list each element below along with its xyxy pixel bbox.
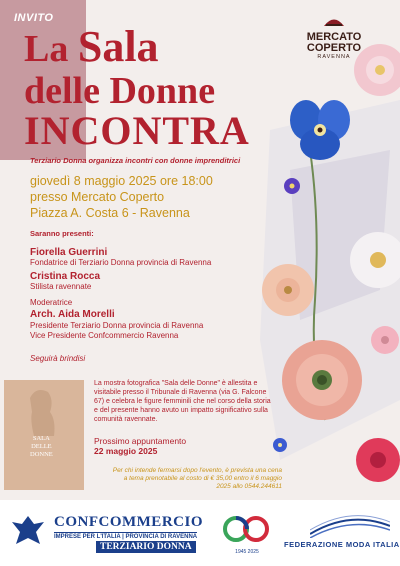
confcommercio-subtitle: IMPRESE PER L'ITALIA | PROVINCIA DI RAVENNA (54, 534, 198, 540)
book-title-line: DELLE (31, 443, 52, 450)
title-line1-a: La (24, 28, 78, 70)
anniversary-years: 1945 2025 (235, 549, 259, 555)
event-address: Piazza A. Costa 6 - Ravenna (30, 206, 190, 220)
event-day: giovedì (30, 174, 74, 188)
subtitle: Terziario Donna organizza incontri con donne imprenditrici (30, 156, 241, 165)
moderator-role: Vice Presidente Confcommercio Ravenna (30, 331, 179, 340)
dinner-note: Per chi intende fermarsi dopo l'evento, è prevista una cena a tema prenotabile al costo di € 35,00 entro il 6 maggio 2025 allo 0544.244611 (112, 467, 282, 490)
speaker-name: Fiorella Guerrini (30, 247, 108, 258)
canopy-icon (323, 15, 345, 27)
title-line1 (24, 22, 159, 71)
confcommercio-eagle-icon (10, 512, 46, 548)
speaker-role: Stilista ravennate (30, 282, 92, 291)
confcommercio-name: CONFCOMMERCIO (54, 514, 203, 530)
event-date (30, 174, 213, 188)
book-title-line: SALA (32, 435, 50, 442)
anniversary-80-logo (222, 513, 272, 557)
federazione-moda-italia: FEDERAZIONE MODA ITALIA (284, 540, 400, 549)
exhibition-paragraph (94, 379, 274, 424)
next-label: Prossimo appuntamento (94, 436, 187, 446)
invito-label: INVITO (14, 12, 54, 24)
book-title (30, 435, 53, 459)
moderator-heading: Moderatrice (30, 298, 73, 307)
next-date: 22 maggio 2025 (94, 446, 158, 456)
speaker-name: Cristina Rocca (30, 271, 101, 282)
exhibition-book-cover (4, 380, 84, 490)
flower-illustration (250, 40, 400, 500)
title-line2: delle Donne (24, 70, 216, 112)
title-line1-b: Sala (77, 22, 159, 71)
event-venue: presso Mercato Coperto (30, 190, 165, 204)
brand-name-line2: COPERTO (306, 42, 362, 54)
fmi-logo-icon (310, 514, 390, 538)
brindisi-note: Seguirà brindisi (30, 354, 86, 363)
speakers-heading: Saranno presenti: (30, 229, 94, 238)
brand-city: RAVENNA (317, 54, 351, 60)
terziario-donna-badge: TERZIARIO DONNA (96, 541, 196, 553)
moderator-role: Presidente Terziario Donna provincia di Ravenna (30, 321, 204, 330)
speaker-role: Fondatrice di Terziario Donna provincia di Ravenna (30, 258, 212, 267)
book-title-line: DONNE (30, 451, 53, 458)
mercato-coperto-logo (284, 14, 384, 60)
exhibition-text: La mostra fotografica "Sala delle Donne" è allestita e visitabile presso il Tribunale di Ravenna (via G. Falcone 67) e celebra le figure femminili che nel corso della storia e del presente hanno avuto un impatto significativo sulla comunità ravennate. (94, 380, 271, 423)
brand-name-line1: MERCATO (306, 31, 362, 43)
moderator-name: Arch. Aida Morelli (30, 309, 115, 320)
title-line3: INCONTRA (24, 108, 250, 153)
next-appointment (94, 436, 186, 456)
event-datetime: 8 maggio 2025 ore 18:00 (73, 174, 213, 188)
